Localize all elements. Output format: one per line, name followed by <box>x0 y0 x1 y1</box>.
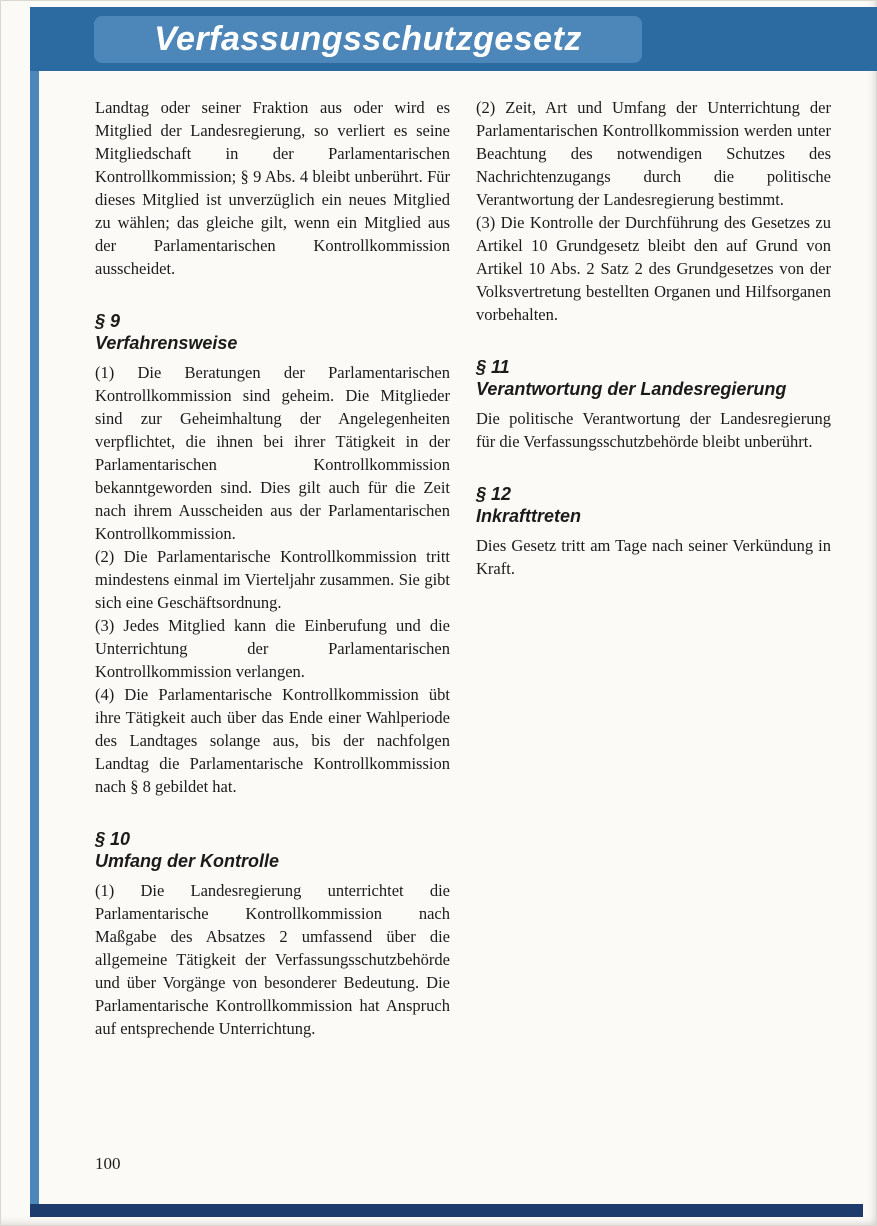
content-area <box>95 96 831 1040</box>
paragraph: Die politische Verantwortung der Landesregierung für die Verfassungsschutzbehörde bleibt unberührt. <box>476 409 831 451</box>
paragraph: (3) Die Kontrolle der Durchführung des Gesetzes zu Artikel 10 Grundgesetz bleibt den auf Grund von Artikel 10 Abs. 2 Satz 2 des Grundgesetzes von der Volksvertretung bestellten Organen und Hilfsorganen vorbehalten. <box>476 213 831 324</box>
section-number: § 9 <box>95 311 121 331</box>
title-banner <box>30 7 877 71</box>
section-heading <box>476 356 831 400</box>
section-title: Inkrafttreten <box>476 506 582 526</box>
left-accent-bar <box>30 71 39 1205</box>
section-number: § 10 <box>95 829 131 849</box>
section-title: Umfang der Kontrolle <box>95 851 280 871</box>
section-title: Verantwortung der Landesregierung <box>476 379 787 399</box>
section-number: § 11 <box>476 357 510 377</box>
right-column <box>476 96 831 1040</box>
paragraph: (4) Die Parlamentarische Kontrollkommission übt ihre Tätigkeit auch über das Ende einer Wahlperiode des Landtages solange aus, bis der nachfolgen Landtag die Parlamentarische Kontrollkommission nach § 8 gebildet hat. <box>95 685 450 796</box>
paragraph: (2) Zeit, Art und Umfang der Unterrichtung der Parlamentarischen Kontrollkommission werden unter Beachtung des notwendigen Schutzes des Nachrichtenzugangs durch die politische Verantwortung der Landesregierung bestimmt. <box>476 98 831 209</box>
section-heading <box>95 828 450 872</box>
section-number: § 12 <box>476 484 512 504</box>
paragraph: Landtag oder seiner Fraktion aus oder wird es Mitglied der Landesregierung, so verliert es seine Mitgliedschaft in der Parlamentarischen Kontrollkommission; § 9 Abs. 4 bleibt unberührt. Für dieses Mitglied ist unverzüglich ein neues Mitglied zu wählen; das gleiche gilt, wenn ein Mitglied aus der Parlamentarischen Kontrollkommission ausscheidet. <box>95 98 450 278</box>
paragraph: Dies Gesetz tritt am Tage nach seiner Verkündung in Kraft. <box>476 536 831 578</box>
section-heading <box>476 483 831 527</box>
section-title: Verfahrensweise <box>95 333 238 353</box>
paragraph: (3) Jedes Mitglied kann die Einberufung und die Unterrichtung der Parlamentarischen Kontrollkommission verlangen. <box>95 616 450 681</box>
left-column <box>95 96 450 1040</box>
section-heading <box>95 310 450 354</box>
bottom-accent-bar <box>30 1204 863 1217</box>
paragraph: (2) Die Parlamentarische Kontrollkommission tritt mindestens einmal im Vierteljahr zusammen. Sie gibt sich eine Geschäftsordnung. <box>95 547 450 612</box>
paragraph: (1) Die Beratungen der Parlamentarischen Kontrollkommission sind geheim. Die Mitglieder sind zur Geheimhaltung der Angelegenheiten verpflichtet, die ihnen bei ihrer Tätigkeit in der Parlamentarischen Kontrollkommission bekanntgeworden sind. Dies gilt auch für die Zeit nach ihrem Ausscheiden aus der Parlamentarischen Kontrollkommission. <box>95 363 450 543</box>
page-number: 100 <box>95 1154 121 1173</box>
document-title: Verfassungsschutzgesetz <box>154 20 582 58</box>
paragraph: (1) Die Landesregierung unterrichtet die Parlamentarische Kontrollkommission nach Maßgabe des Absatzes 2 umfassend über die allgemeine Tätigkeit der Verfassungsschutzbehörde und über Vorgänge von besonderer Bedeutung. Die Parlamentarische Kontrollkommission hat Anspruch auf entsprechende Unterrichtung. <box>95 881 450 1038</box>
title-pill <box>94 16 642 63</box>
